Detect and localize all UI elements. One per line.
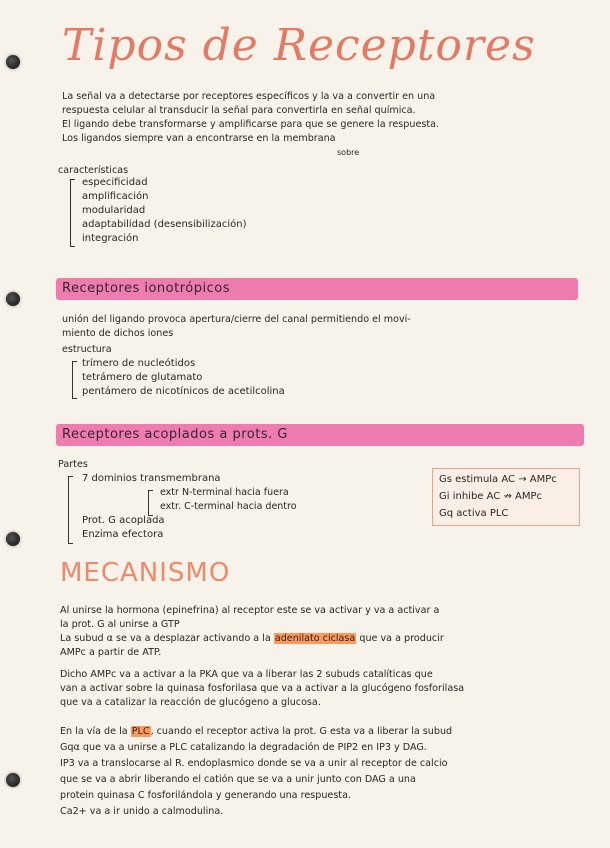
mechanism-line: Dicho AMPc va a activar a la PKA que va a liberar las 2 subuds catalíticas que [60,669,433,680]
intro-line: respuesta celular al transducir la señal para convertirla en señal química. [62,105,416,116]
highlighted-term: PLC [131,726,150,737]
section-heading-gprotein: Receptores acoplados a prots. G [62,427,288,442]
parts-list-2 [82,514,165,542]
structure-heading: estructura [62,344,112,355]
terminal-list [160,486,297,514]
intro-note: sobre [337,148,360,157]
mechanism-text: que va a producir [359,633,444,644]
part-item: Enzima efectora [82,529,164,540]
part-item: Prot. G acoplada [82,515,165,526]
part-subitem: extr N-terminal hacia fuera [160,487,289,498]
characteristic-item: adaptabilidad (desensibilización) [82,219,247,230]
highlighted-term: adenilato ciclasa [274,633,356,644]
box-line: Gq activa PLC [439,508,509,519]
mechanism-line: Al unirse la hormona (epinefrina) al receptor este se va activar y va a activar a [60,605,440,616]
structure-list [82,357,285,399]
structure-item: pentámero de nicotínicos de acetilcolina [82,386,285,397]
ionotropic-text: miento de dichos iones [62,328,174,339]
intro-line: Los ligandos siempre van a encontrarse en la membrana [62,133,336,144]
mechanism-line: IP3 va a translocarse al R. endoplasmico donde se va a unir al receptor de calcio [60,758,448,769]
section-heading-ionotropic: Receptores ionotrópicos [62,281,230,296]
mechanism-line: protein quinasa C fosforilándola y generando una respuesta. [60,790,352,801]
parts-heading: Partes [58,459,88,470]
g-protein-types-box [432,468,580,526]
part-item: 7 dominios transmembrana [82,473,221,484]
terminal-bracket [148,490,153,516]
characteristic-item: amplificación [82,191,149,202]
mechanism-line: van a activar sobre la quinasa fosforilasa que va a activar a la glucógeno fosforilasa [60,683,465,694]
mechanism-text: En la vía de la [60,726,128,737]
parts-bracket [68,476,73,544]
binder-hole [6,532,20,546]
structure-item: trímero de nucleótidos [82,358,196,369]
mechanism-text: La subud α se va a desplazar activando a la [60,633,271,644]
intro-line: El ligando debe transformarse y amplificarse para que se genere la respuesta. [62,119,440,130]
box-line: Gi inhibe AC ↛ AMPc [439,491,542,502]
intro-line: La señal va a detectarse por receptores específicos y la va a convertir en una [62,91,436,102]
characteristic-item: modularidad [82,205,146,216]
characteristic-item: especificidad [82,177,148,188]
mechanism-line: que va a catalizar la reacción de glucógeno a glucosa. [60,697,321,708]
mechanism-line: la prot. G al unirse a GTP [60,619,180,630]
binder-hole [6,55,20,69]
characteristics-list [82,176,246,246]
binder-hole [6,292,20,306]
mechanism-line: AMPc a partir de ATP. [60,647,162,658]
part-subitem: extr. C-terminal hacia dentro [160,501,297,512]
page-title: Tipos de Receptores [62,20,536,71]
ionotropic-text: unión del ligando provoca apertura/cierre del canal permitiendo el movi- [62,314,411,325]
mechanism-line [60,725,452,739]
box-line: Gs estimula AC → AMPc [439,474,557,485]
structure-bracket [72,361,77,399]
mechanism-heading: MECANISMO [60,558,231,588]
characteristics-bracket [70,179,75,247]
structure-item: tetrámero de glutamato [82,372,203,383]
characteristics-heading: características [58,165,129,176]
mechanism-line: Ca2+ va a ir unido a calmodulina. [60,806,224,817]
binder-hole [6,773,20,787]
parts-list [82,472,221,486]
mechanism-line: que se va a abrir liberando el catión que se va a unir junto con DAG a una [60,774,416,785]
mechanism-text: , cuando el receptor activa la prot. G esta va a liberar la subud [150,726,453,737]
mechanism-line [60,632,444,646]
characteristic-item: integración [82,233,139,244]
mechanism-line: Gqα que va a unirse a PLC catalizando la degradación de PIP2 en IP3 y DAG. [60,742,427,753]
